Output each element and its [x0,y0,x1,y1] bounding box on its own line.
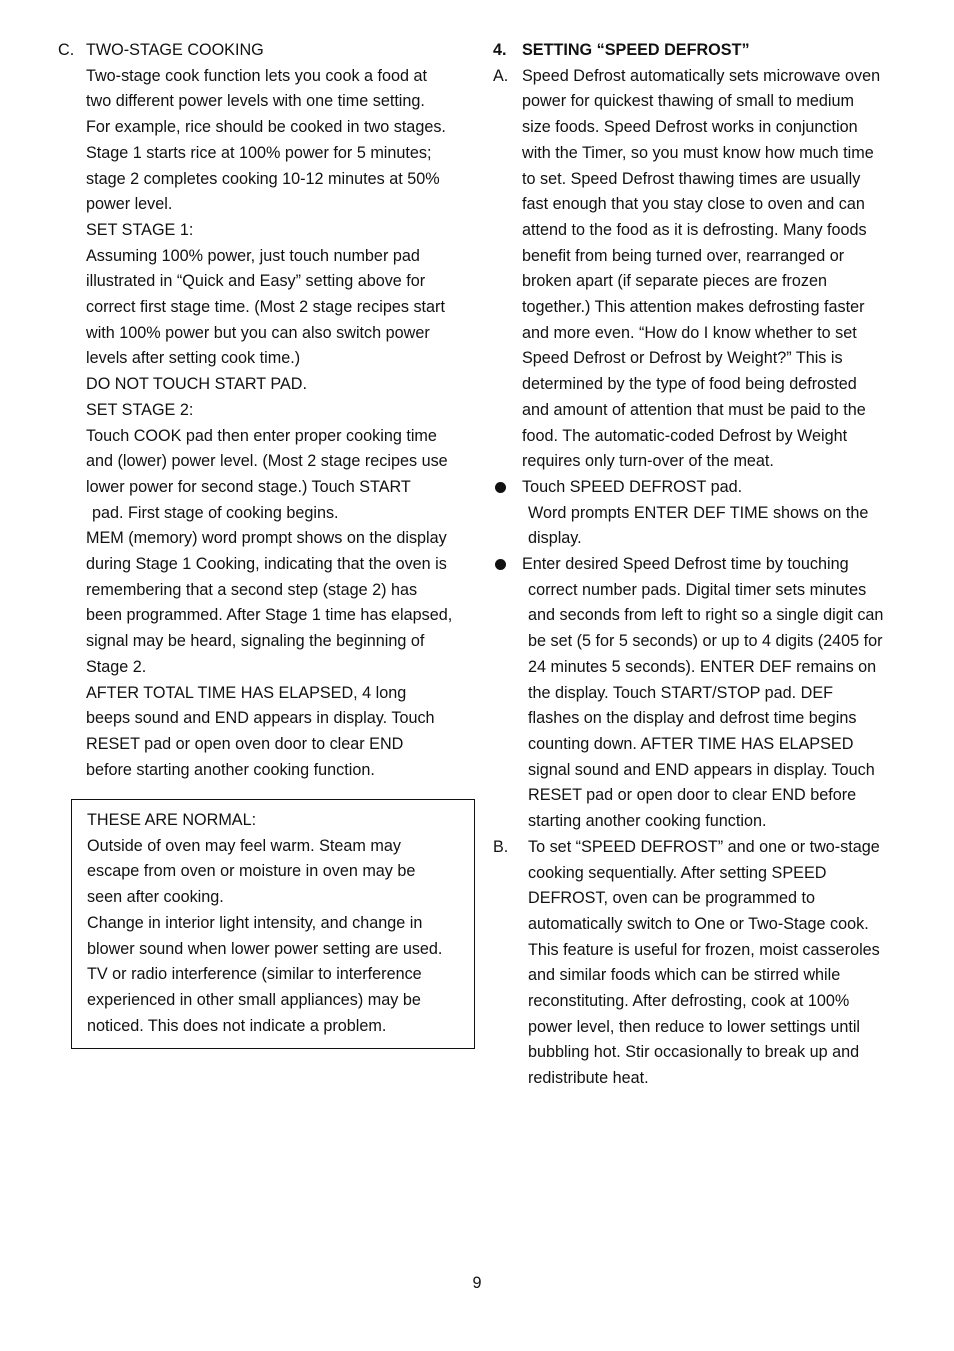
item-b-line: reconstituting. After defrosting, cook at 100% [528,992,850,1011]
note-box-line: blower sound when lower power setting are used. [87,939,443,958]
bullet-2-line: and seconds from left to right so a single digit can [528,606,884,625]
section-c-body [58,64,478,784]
item-b-line: redistribute heat. [528,1069,649,1088]
item-a-line: attend to the food as it is defrosting. Many foods [522,220,867,239]
section-c-line: Two-stage cook function lets you cook a food at [86,66,428,85]
item-b-line: power level, then reduce to lower settings until [528,1017,861,1036]
section-c-line: RESET pad or open oven door to clear END [86,734,404,753]
note-box-line: Change in interior light intensity, and change in [87,913,423,932]
section-c-line: Touch COOK pad then enter proper cooking time [86,426,437,445]
section-4-marker: 4. [493,41,507,59]
section-c-line: signal may be heard, signaling the beginning of [86,632,425,651]
item-a-line: and amount of attention that must be paid to the [522,400,866,419]
section-c-line: MEM (memory) word prompt shows on the display [86,529,447,548]
section-c-line: lower power for second stage.) Touch START [86,477,411,496]
section-c-line: For example, rice should be cooked in two stages. [86,118,446,137]
bullet-2-first-line: Enter desired Speed Defrost time by touching [522,555,849,574]
item-a-line: to set. Speed Defrost thawing times are usually [522,169,861,188]
bullet-2-line: flashes on the display and defrost time begins [528,709,857,728]
note-box-line: Outside of oven may feel warm. Steam may [87,836,401,855]
item-b-line: cooking sequentially. After setting SPEED [528,863,827,882]
bullet-2-line: counting down. AFTER TIME HAS ELAPSED [528,734,854,753]
item-b-line: and similar foods which can be stirred while [528,966,841,985]
item-a-line: with the Timer, so you must know how much time [522,143,874,162]
normal-conditions-note-box [71,799,475,1049]
bullet-2-line: RESET pad or open door to clear END before [528,786,857,805]
section-c-line: stage 2 completes cooking 10-12 minutes at 50% [86,169,440,188]
bullet-2-line: starting another cooking function. [528,812,767,831]
section-4-heading-row [493,38,903,64]
item-a-marker: A. [493,66,509,85]
item-a-line: benefit from being turned over, rearranged or [522,246,845,265]
note-box-line: TV or radio interference (similar to interference [87,965,422,984]
item-a-line: broken apart (if separate pieces are frozen [522,272,828,291]
note-box-line: seen after cooking. [87,888,224,907]
item-a-line: power for quickest thawing of small to medium [522,92,854,111]
section-c-line: remembering that a second step (stage 2) has [86,580,418,599]
section-c-line: during Stage 1 Cooking, indicating that the oven is [86,555,447,574]
left-column [58,38,478,783]
section-c-line: pad. First stage of cooking begins. [92,503,339,522]
item-b-line: DEFROST, oven can be programmed to [528,889,816,908]
item-b-first-line: To set “SPEED DEFROST” and one or two-stage [528,837,880,856]
item-a-line: fast enough that you stay close to oven and can [522,195,865,214]
bullet-1-line: Word prompts ENTER DEF TIME shows on the [528,503,869,522]
section-c-line: correct first stage time. (Most 2 stage recipes start [86,298,445,317]
bullet-2-line: signal sound and END appears in display. Touch [528,760,875,779]
item-a-line: Speed Defrost automatically sets microwave oven [522,66,881,85]
page-number: 9 [472,1274,482,1292]
bullet-1-line: display. [528,529,582,548]
section-c-line: before starting another cooking function. [86,760,375,779]
note-box-line: experienced in other small appliances) may be [87,990,421,1009]
set-stage-1-label: SET STAGE 1: [86,220,194,239]
bullet-2-body [522,552,903,835]
bullet-2-line: the display. Touch START/STOP pad. DEF [528,683,834,702]
item-b-line: automatically switch to One or Two-Stage cook. [528,914,869,933]
item-b-line: bubbling hot. Stir occasionally to break up and [528,1043,860,1062]
bullet-2-line: 24 minutes 5 seconds). ENTER DEF remains on [528,657,877,676]
item-a-line: and more even. “How do I know whether to set [522,323,857,342]
item-a [493,64,903,475]
bullet-dot-icon [493,552,522,578]
section-c-line: levels after setting cook time.) [86,349,301,368]
section-c-line: two different power levels with one time setting. [86,92,425,111]
item-b [493,835,903,1092]
item-a-line: together.) This attention makes defrosting faster [522,298,865,317]
section-c-line: and (lower) power level. (Most 2 stage recipes use [86,452,448,471]
section-c-heading: TWO-STAGE COOKING [86,41,264,59]
section-c-line: illustrated in “Quick and Easy” setting above for [86,272,426,291]
section-c-line: power level. [86,195,173,214]
right-column [493,38,903,1092]
section-c-line: beeps sound and END appears in display. Touch [86,709,435,728]
item-a-line: requires only turn-over of the meat. [522,452,774,471]
section-c-line: been programmed. After Stage 1 time has elapsed, [86,606,453,625]
bullet-1 [493,475,903,552]
bullet-2 [493,552,903,835]
item-a-line: determined by the type of food being defrosted [522,375,857,394]
section-c-heading-row [58,38,478,64]
set-stage-2-label: SET STAGE 2: [86,400,194,419]
bullet-1-body [522,475,903,552]
section-c-line: Assuming 100% power, just touch number pad [86,246,420,265]
section-c-line: Stage 2. [86,657,147,676]
section-4-heading: SETTING “SPEED DEFROST” [522,41,750,59]
do-not-touch-start-note: DO NOT TOUCH START PAD. [86,375,307,394]
item-b-line: This feature is useful for frozen, moist casseroles [528,940,880,959]
note-box-heading: THESE ARE NORMAL: [87,811,257,829]
item-a-line: size foods. Speed Defrost works in conjunction [522,118,858,137]
bullet-2-line: be set (5 for 5 seconds) or up to 4 digits (2405 for [528,632,883,651]
item-b-body [522,835,903,1092]
item-a-line: food. The automatic-coded Defrost by Weight [522,426,848,445]
section-c-line: AFTER TOTAL TIME HAS ELAPSED, 4 long [86,683,407,702]
note-box-line: escape from oven or moisture in oven may be [87,862,416,881]
item-a-body [522,64,903,475]
section-c-marker: C. [58,41,75,59]
section-c-line: with 100% power but you can also switch power [86,323,430,342]
bullet-2-line: correct number pads. Digital timer sets minutes [528,580,867,599]
item-b-marker: B. [493,837,509,856]
bullet-dot-icon [493,475,522,501]
bullet-1-first-line: Touch SPEED DEFROST pad. [522,477,743,496]
note-box-line: noticed. This does not indicate a problem. [87,1016,387,1035]
section-c-line: Stage 1 starts rice at 100% power for 5 minutes; [86,143,432,162]
item-a-line: Speed Defrost or Defrost by Weight?” This is [522,349,843,368]
